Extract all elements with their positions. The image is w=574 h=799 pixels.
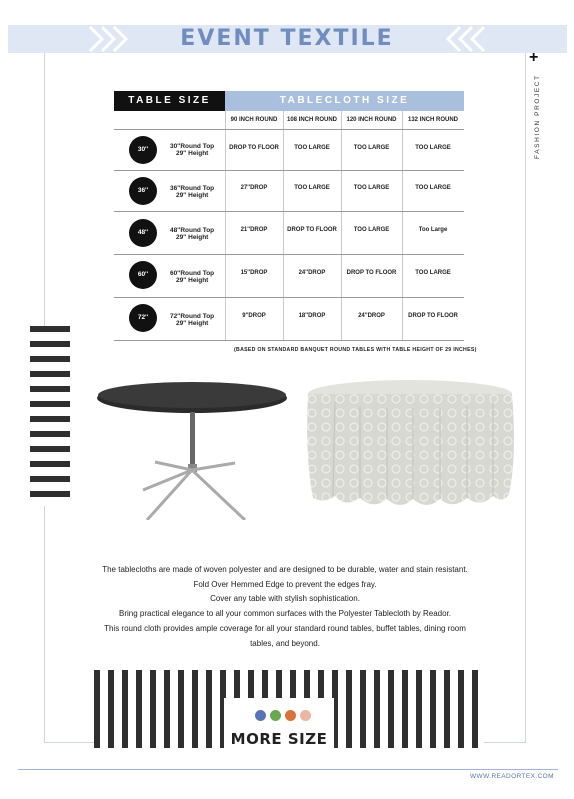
table-cell: 9''DROP [242,313,266,319]
table-cell: 21''DROP [240,227,268,233]
row-label-line: 60''Round Top [170,270,215,277]
table-size-disc: 72'' [129,304,157,332]
row-label [170,313,230,327]
website-link[interactable]: WWW.READORTEX.COM [470,773,554,780]
row-divider [114,170,464,171]
row-label-line: 29'' Height [176,320,209,327]
table-cell: TOO LARGE [415,185,451,191]
table-size-disc: 60'' [129,261,157,289]
tablecloth-size-header: TABLECLOTH SIZE [225,91,464,111]
table-cell: TOO LARGE [353,145,390,151]
table-cell: 27''DROP [240,185,268,191]
row-label-line: 29'' Height [176,150,209,157]
row-label-line: 29'' Height [176,192,209,199]
row-label-line: 36''Round Top [170,185,215,192]
table-size-disc: 48'' [129,219,157,247]
description-line: Fold Over Hemmed Edge to prevent the edges fray. [193,579,377,589]
table-cell: 18''DROP [298,313,326,319]
plus-icon: + [529,49,539,66]
table-size-disc: 36'' [129,177,157,205]
table-cell: DROP TO FLOOR [408,313,458,319]
color-swatch[interactable] [255,710,266,721]
description-line: Cover any table with stylish sophistication. [210,594,360,604]
table-note: (BASED ON STANDARD BANQUET ROUND TABLES WITH TABLE HEIGHT OF 29 INCHES) [234,347,477,353]
table-cell: DROP TO FLOOR [229,145,279,151]
description [60,563,510,651]
description-line: Bring practical elegance to all your common surfaces with the Polyester Tablecloth by Reador. [118,609,452,619]
table-cell: Too Large [418,227,448,233]
column-header: 120 INCH ROUND [341,111,402,130]
description-line: tables, and beyond. [250,638,320,648]
column-header: 90 INCH ROUND [225,111,283,130]
page-title: EVENT TEXTILE [180,26,394,51]
table-cell: TOO LARGE [294,185,330,191]
table-cell: 15''DROP [240,270,268,276]
row-divider [114,254,464,255]
row-label [170,270,230,284]
table-cell: TOO LARGE [353,185,390,191]
table-cell: TOO LARGE [415,145,451,151]
table-cell: TOO LARGE [294,145,330,151]
row-divider [114,211,464,212]
row-label [170,185,230,199]
column-header: 132 INCH ROUND [402,111,464,130]
row-label-line: 72''Round Top [170,313,215,320]
column-header: 108 INCH ROUND [283,111,341,130]
row-label-line: 29'' Height [176,234,209,241]
left-stripes-decoration [30,326,70,506]
row-label-line: 30''Round Top [170,143,215,150]
side-label: FASHION PROJECT [534,74,541,160]
table-size-header: TABLE SIZE [114,91,225,111]
description-line: The tablecloths are made of woven polyester and are designed to be durable, water and stain resistant. [102,565,468,574]
description-line: This round cloth provides ample coverage for all your standard round tables, buffet tables, dining room [104,623,466,633]
table-cell: TOO LARGE [353,227,390,233]
round-table-image [95,378,295,520]
table-cell: DROP TO FLOOR [346,270,397,276]
color-swatch[interactable] [300,710,311,721]
row-divider [114,340,464,341]
table-size-disc: 30'' [129,136,157,164]
row-label-line: 48''Round Top [170,227,215,234]
table-cell: DROP TO FLOOR [287,227,337,233]
row-label-line: 29'' Height [176,277,209,284]
color-swatch[interactable] [270,710,281,721]
row-label [170,227,230,241]
table-cell: TOO LARGE [415,270,451,276]
table-cell: 24''DROP [298,270,326,276]
row-divider [114,297,464,298]
table-cell: 24''DROP [358,313,385,319]
row-divider [114,129,464,130]
row-label [170,143,230,157]
footer-divider [18,769,558,770]
more-size-link[interactable]: MORE SIZE [230,730,328,748]
tablecloth-image [305,378,515,518]
color-swatch[interactable] [285,710,296,721]
